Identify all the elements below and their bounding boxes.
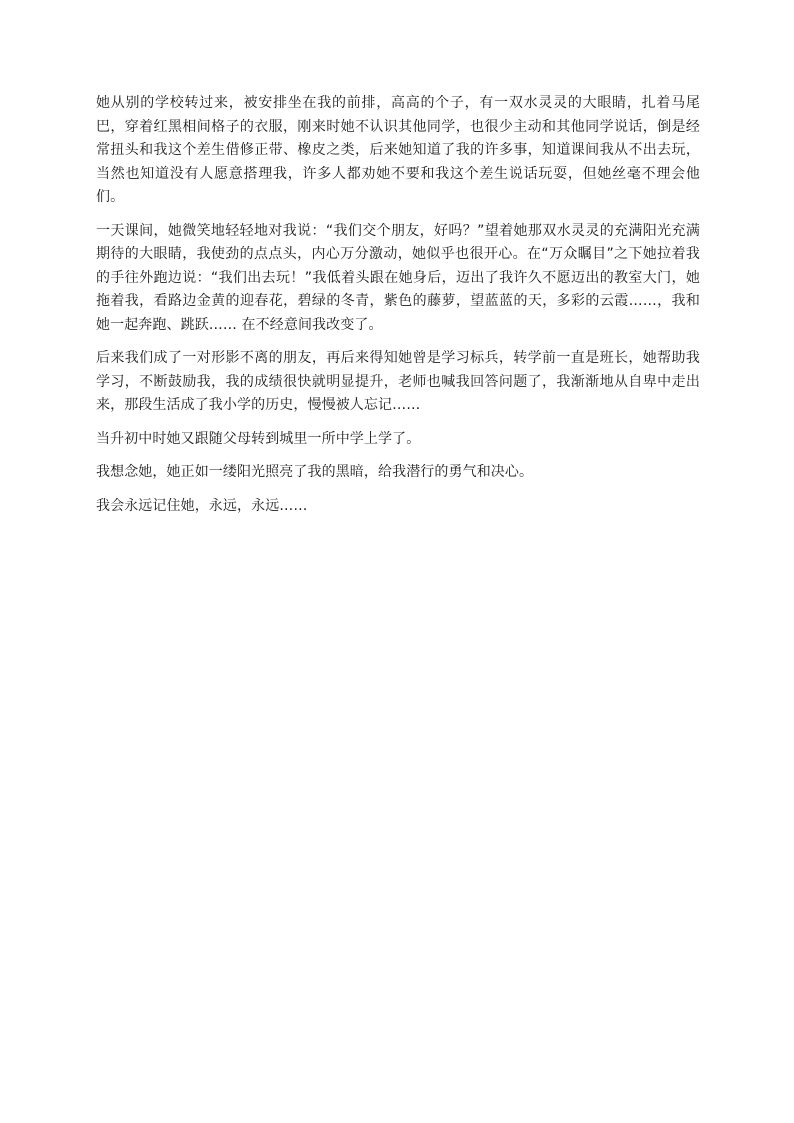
paragraph-4: 当升初中时她又跟随父母转到城里一所中学上学了。: [96, 430, 421, 447]
paragraph-5: 我想念她，她正如一缕阳光照亮了我的黑暗，给我潜行的勇气和决心。: [96, 464, 534, 480]
paragraph-3: 后来我们成了一对形影不离的朋友，再后来得知她曾是学习标兵，转学前一直是班长，她帮助我学习，不断鼓励我，我的成绩很快就明显提升，老师也喊我回答问题了，我渐渐地从自卑中走出来，那段生活成了我小学的历史，慢慢被人忘记……: [96, 350, 700, 413]
paragraph-2: 一天课间，她微笑地轻轻地对我说：“我们交个朋友，好吗？”望着她那双水灵灵的充满阳光充满期待的大眼睛，我使劲的点点头，内心万分激动，她似乎也很开心。在“万众瞩目”之下她拉着我的手往外跑边说：“我们出去玩！”我低着头跟在她身后，迈出了我许久不愿迈出的教室大门，她拖着我，看路边金黄的迎春花，碧绿的冬青，紫色的藤萝，望蓝蓝的天，多彩的云霞……，我和她一起奔跑、跳跃…… 在不经意间我改变了。: [96, 222, 700, 333]
document-body: [96, 92, 700, 528]
paragraph-6: 我会永远记住她，永远，永远……: [96, 497, 308, 514]
paragraph-1: 她从别的学校转过来，被安排坐在我的前排，高高的个子，有一双水灵灵的大眼睛，扎着马尾巴，穿着红黑相间格子的衣服，刚来时她不认识其他同学，也很少主动和其他同学说话，倒是经常扭头和我这个差生借修正带、橡皮之类，后来她知道了我的许多事，知道课间我从不出去玩，当然也知道没有人愿意搭理我，许多人都劝她不要和我这个差生说话玩耍，但她丝毫不理会他们。: [96, 95, 700, 205]
